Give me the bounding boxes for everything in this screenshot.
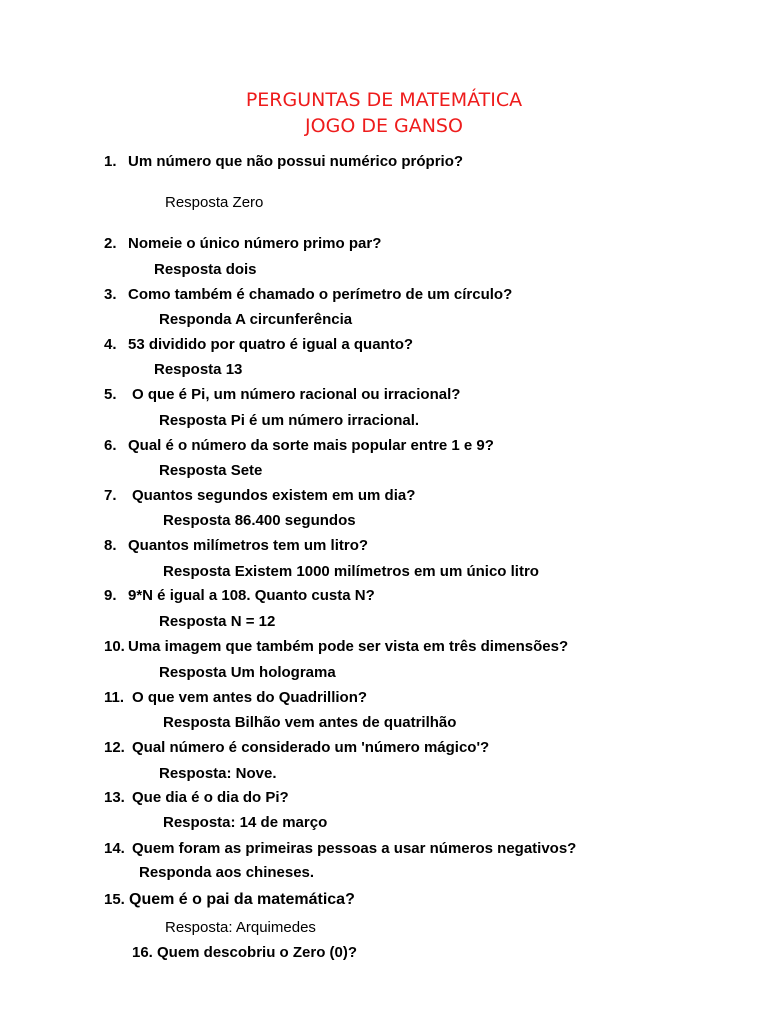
answer-10: Resposta Um holograma — [159, 664, 336, 681]
question-3: 3. Como também é chamado o perímetro de um círculo? — [104, 286, 513, 303]
question-16: 16. Quem descobriu o Zero (0)? — [132, 944, 358, 961]
question-11: 11. O que vem antes do Quadrillion? — [104, 689, 368, 706]
question-13: 13. Que dia é o dia do Pi? — [104, 789, 289, 806]
answer-5: Resposta Pi é um número irracional. — [159, 412, 420, 429]
question-8: 8. Quantos milímetros tem um litro? — [104, 537, 369, 554]
answer-15: Resposta: Arquimedes — [165, 919, 316, 936]
question-1: 1. Um número que não possui numérico próprio? — [104, 153, 464, 170]
answer-13: Resposta: 14 de março — [163, 814, 328, 831]
answer-12: Resposta: Nove. — [159, 765, 277, 782]
question-6: 6. Qual é o número da sorte mais popular entre 1 e 9? — [104, 437, 494, 454]
question-10: 10. Uma imagem que também pode ser vista em três dimensões? — [104, 638, 569, 655]
answer-6: Resposta Sete — [159, 462, 263, 479]
question-7: 7. Quantos segundos existem em um dia? — [104, 487, 416, 504]
answer-7: Resposta 86.400 segundos — [163, 512, 356, 529]
question-2: 2. Nomeie o único número primo par? — [104, 235, 382, 252]
answer-8: Resposta Existem 1000 milímetros em um único litro — [163, 563, 539, 580]
answer-9: Resposta N = 12 — [159, 613, 276, 630]
answer-14: Responda aos chineses. — [139, 864, 315, 881]
question-15: 15. Quem é o pai da matemática? — [104, 891, 355, 908]
answer-4: Resposta 13 — [154, 361, 243, 378]
document-title — [0, 89, 768, 137]
question-5: 5. O que é Pi, um número racional ou irracional? — [104, 386, 461, 403]
answer-2: Resposta dois — [154, 261, 257, 278]
answer-1: Resposta Zero — [165, 194, 264, 211]
answer-3: Responda A circunferência — [159, 311, 353, 328]
question-12: 12. Qual número é considerado um 'número mágico'? — [104, 739, 490, 756]
question-9: 9. 9*N é igual a 108. Quanto custa N? — [104, 587, 375, 604]
question-14: 14. Quem foram as primeiras pessoas a usar números negativos? — [104, 840, 577, 857]
question-4: 4. 53 dividido por quatro é igual a quanto? — [104, 336, 414, 353]
title-line-1: PERGUNTAS DE MATEMÁTICA — [245, 89, 523, 111]
title-line-2: JOGO DE GANSO — [305, 115, 463, 137]
answer-11: Resposta Bilhão vem antes de quatrilhão — [163, 714, 457, 731]
